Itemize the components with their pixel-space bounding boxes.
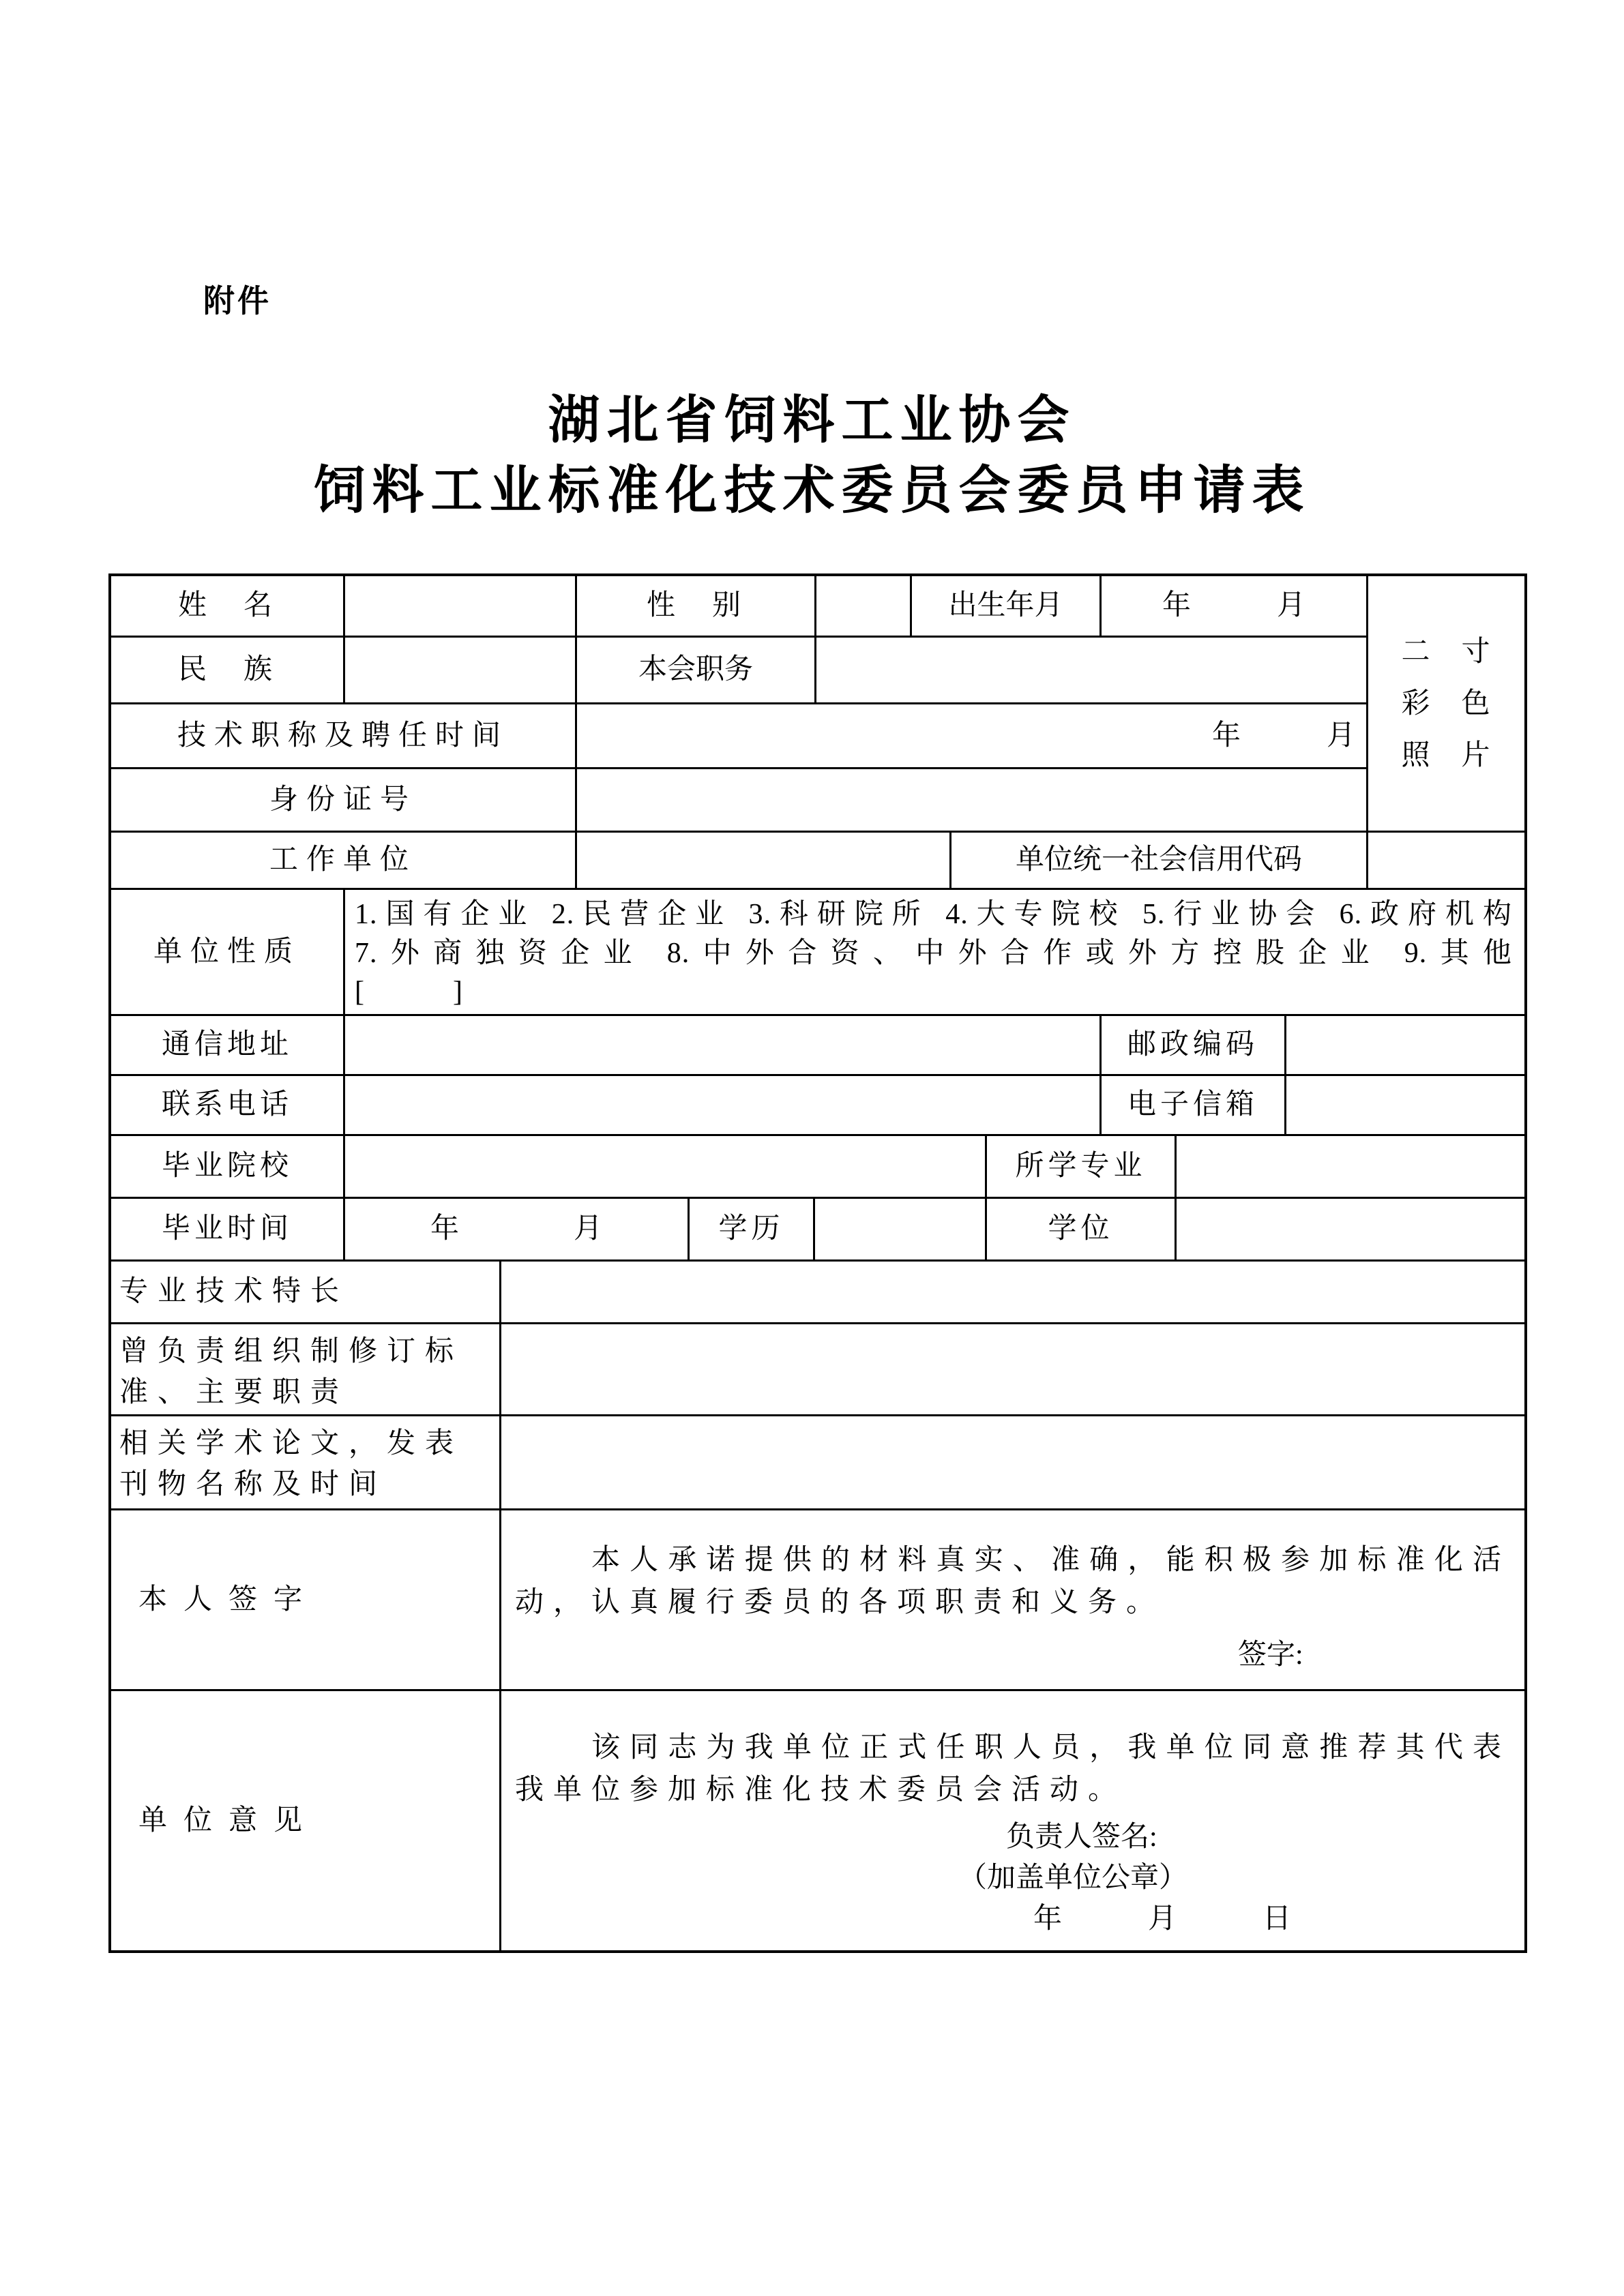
unit-nature-label: 单位性质	[111, 890, 345, 1016]
degree-field[interactable]	[1177, 1199, 1524, 1262]
tech-title-field[interactable]: 年 月	[577, 704, 1368, 769]
standards-field[interactable]	[501, 1324, 1524, 1416]
table-row	[111, 1199, 1524, 1262]
table-row	[111, 704, 1368, 769]
email-label: 电子信箱	[1102, 1076, 1286, 1136]
papers-field[interactable]	[501, 1416, 1524, 1510]
major-field[interactable]	[1177, 1136, 1524, 1199]
unit-nature-option-line: 1.国有企业 2.民营企业 3.科研院所 4.大专院校 5.行业协会 6.政府机构	[355, 899, 1512, 930]
name-field[interactable]	[345, 576, 577, 638]
papers-label: 相关学术论文，发表刊物名称及时间	[111, 1416, 501, 1510]
table-row	[111, 1262, 1524, 1324]
signature-pledge-text: 本人承诺提供的材料真实、准确，能积极参加标准化活动，认真履行委员的各项职责和义务。	[515, 1545, 1511, 1618]
table-row	[111, 638, 1368, 704]
photo-box-text: 照 片	[1401, 739, 1492, 771]
gender-label: 性 别	[577, 576, 816, 638]
title-line-1: 湖北省饲料工业协会	[548, 392, 1076, 449]
specialty-field[interactable]	[501, 1262, 1524, 1324]
photo-box-text: 彩 色	[1401, 687, 1492, 719]
credit-code-label: 单位统一社会信用代码	[951, 833, 1368, 890]
personal-info-section	[111, 576, 1524, 833]
table-row	[111, 1016, 1524, 1076]
school-field[interactable]	[345, 1136, 987, 1199]
credit-code-field[interactable]	[1368, 833, 1524, 890]
id-number-label: 身份证号	[111, 769, 577, 833]
degree-label: 学位	[987, 1199, 1177, 1262]
signature-field[interactable]	[501, 1510, 1524, 1691]
address-label: 通信地址	[111, 1016, 345, 1076]
address-field[interactable]	[345, 1016, 1102, 1076]
school-label: 毕业院校	[111, 1136, 345, 1199]
signature-label: 本人签字	[111, 1510, 501, 1691]
standards-label: 曾负责组织制修订标准、主要职责	[111, 1324, 501, 1416]
table-row	[111, 1136, 1524, 1199]
unit-sign-label[interactable]: 负责人签名:	[1006, 1821, 1157, 1853]
education-label: 学历	[690, 1199, 815, 1262]
table-row	[111, 833, 1524, 890]
unit-opinion-field[interactable]	[501, 1691, 1524, 1950]
grad-time-label: 毕业时间	[111, 1199, 345, 1262]
unit-opinion-text: 该同志为我单位正式任职人员，我单位同意推荐其代表我单位参加标准化技术委员会活动。	[515, 1732, 1511, 1806]
association-position-label: 本会职务	[577, 638, 816, 704]
unit-opinion-label: 单位意见	[111, 1691, 501, 1950]
unit-nature-option-line: 7.外商独资企业 8.中外合资、中外合作或外方控股企业 9.其他	[355, 938, 1512, 969]
specialty-label: 专业技术特长	[111, 1262, 501, 1324]
gender-field[interactable]	[816, 576, 912, 638]
table-row	[111, 1076, 1524, 1136]
grad-time-field[interactable]: 年 月	[345, 1199, 690, 1262]
tech-title-label: 技术职称及聘任时间	[111, 704, 577, 769]
unit-date-line[interactable]: 年 月 日	[1033, 1903, 1292, 1935]
id-number-field[interactable]	[577, 769, 1368, 833]
birth-date-field[interactable]: 年 月	[1102, 576, 1368, 638]
photo-box-text: 二 寸	[1401, 636, 1492, 668]
education-field[interactable]	[815, 1199, 987, 1262]
document-title	[0, 386, 1624, 526]
photo-box	[1368, 576, 1524, 833]
work-unit-field[interactable]	[577, 833, 951, 890]
ethnicity-label: 民 族	[111, 638, 345, 704]
table-row	[111, 890, 1524, 1016]
title-line-2: 饲料工业标准化技术委员会委员申请表	[313, 462, 1311, 520]
attachment-label: 附件	[203, 283, 271, 318]
table-row	[111, 1324, 1524, 1416]
table-row	[111, 576, 1368, 638]
table-row	[111, 769, 1368, 833]
birth-date-label: 出生年月	[912, 576, 1102, 638]
postcode-field[interactable]	[1286, 1016, 1524, 1076]
application-form-table	[108, 573, 1527, 1953]
major-label: 所学专业	[987, 1136, 1177, 1199]
phone-field[interactable]	[345, 1076, 1102, 1136]
table-row	[111, 1416, 1524, 1510]
unit-nature-choice-brackets[interactable]: [ ]	[355, 976, 463, 1008]
work-unit-label: 工作单位	[111, 833, 577, 890]
name-label: 姓 名	[111, 576, 345, 638]
table-row	[111, 1510, 1524, 1691]
signature-sign-label[interactable]: 签字:	[1238, 1639, 1303, 1671]
phone-label: 联系电话	[111, 1076, 345, 1136]
unit-nature-options[interactable]	[345, 890, 1524, 1016]
unit-seal-note: （加盖单位公章）	[958, 1862, 1188, 1894]
ethnicity-field[interactable]	[345, 638, 577, 704]
association-position-field[interactable]	[816, 638, 1368, 704]
email-field[interactable]	[1286, 1076, 1524, 1136]
postcode-label: 邮政编码	[1102, 1016, 1286, 1076]
table-row	[111, 1691, 1524, 1950]
